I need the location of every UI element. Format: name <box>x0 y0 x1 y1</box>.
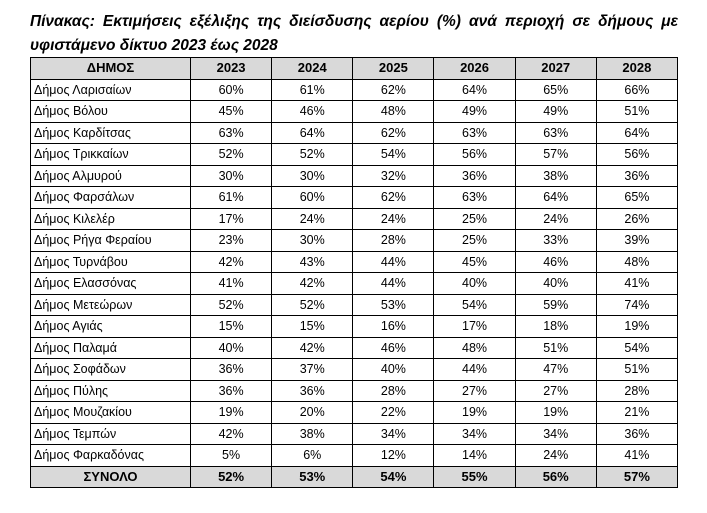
municipality-name-cell: Δήμος Καρδίτσας <box>31 122 191 144</box>
percentage-cell: 46% <box>353 337 434 359</box>
percentage-cell: 41% <box>596 445 677 467</box>
table-row <box>31 294 678 316</box>
table-caption <box>30 10 678 58</box>
municipality-name-cell: Δήμος Λαρισαίων <box>31 79 191 101</box>
percentage-cell: 45% <box>434 251 515 273</box>
percentage-cell: 42% <box>191 251 272 273</box>
table-row <box>31 273 678 295</box>
column-header-year: 2028 <box>596 58 677 80</box>
percentage-cell: 23% <box>191 230 272 252</box>
percentage-cell: 36% <box>272 380 353 402</box>
table-row <box>31 144 678 166</box>
percentage-cell: 53% <box>353 294 434 316</box>
percentage-cell: 46% <box>272 101 353 123</box>
percentage-cell: 52% <box>272 144 353 166</box>
percentage-cell: 36% <box>596 165 677 187</box>
percentage-cell: 40% <box>191 337 272 359</box>
total-percentage-cell: 56% <box>515 466 596 488</box>
percentage-cell: 32% <box>353 165 434 187</box>
percentage-cell: 59% <box>515 294 596 316</box>
percentage-cell: 54% <box>596 337 677 359</box>
percentage-cell: 22% <box>353 402 434 424</box>
percentage-cell: 52% <box>272 294 353 316</box>
table-row <box>31 445 678 467</box>
percentage-cell: 56% <box>434 144 515 166</box>
total-percentage-cell: 52% <box>191 466 272 488</box>
percentage-cell: 15% <box>191 316 272 338</box>
table-row <box>31 359 678 381</box>
percentage-cell: 64% <box>515 187 596 209</box>
table-row <box>31 316 678 338</box>
percentage-cell: 14% <box>434 445 515 467</box>
table-row <box>31 423 678 445</box>
table-row <box>31 337 678 359</box>
table-row <box>31 165 678 187</box>
percentage-cell: 60% <box>272 187 353 209</box>
percentage-cell: 47% <box>515 359 596 381</box>
percentage-cell: 62% <box>353 122 434 144</box>
municipality-name-cell: Δήμος Ελασσόνας <box>31 273 191 295</box>
column-header-year: 2025 <box>353 58 434 80</box>
municipality-name-cell: Δήμος Σοφάδων <box>31 359 191 381</box>
column-header-year: 2024 <box>272 58 353 80</box>
percentage-cell: 24% <box>353 208 434 230</box>
percentage-cell: 66% <box>596 79 677 101</box>
percentage-cell: 63% <box>434 187 515 209</box>
percentage-cell: 62% <box>353 79 434 101</box>
percentage-cell: 38% <box>515 165 596 187</box>
percentage-cell: 64% <box>434 79 515 101</box>
percentage-cell: 63% <box>191 122 272 144</box>
percentage-cell: 36% <box>191 380 272 402</box>
percentage-cell: 40% <box>515 273 596 295</box>
table-row <box>31 101 678 123</box>
percentage-cell: 28% <box>353 380 434 402</box>
percentage-cell: 40% <box>353 359 434 381</box>
percentage-cell: 30% <box>272 230 353 252</box>
table-row <box>31 380 678 402</box>
column-header-year: 2023 <box>191 58 272 80</box>
percentage-cell: 36% <box>434 165 515 187</box>
municipality-name-cell: Δήμος Πύλης <box>31 380 191 402</box>
percentage-cell: 17% <box>191 208 272 230</box>
percentage-cell: 36% <box>596 423 677 445</box>
percentage-cell: 25% <box>434 208 515 230</box>
caption-line-2: υφιστάμενο δίκτυο 2023 έως 2028 <box>30 37 278 54</box>
percentage-cell: 61% <box>191 187 272 209</box>
percentage-cell: 5% <box>191 445 272 467</box>
municipality-name-cell: Δήμος Κιλελέρ <box>31 208 191 230</box>
percentage-cell: 43% <box>272 251 353 273</box>
percentage-cell: 21% <box>596 402 677 424</box>
municipality-name-cell: Δήμος Βόλου <box>31 101 191 123</box>
percentage-cell: 28% <box>353 230 434 252</box>
percentage-cell: 42% <box>272 273 353 295</box>
percentage-cell: 18% <box>515 316 596 338</box>
total-percentage-cell: 53% <box>272 466 353 488</box>
column-header-year: 2027 <box>515 58 596 80</box>
percentage-cell: 37% <box>272 359 353 381</box>
percentage-cell: 12% <box>353 445 434 467</box>
total-label-cell: ΣΥΝΟΛΟ <box>31 466 191 488</box>
percentage-cell: 44% <box>353 251 434 273</box>
percentage-cell: 27% <box>515 380 596 402</box>
municipality-name-cell: Δήμος Αγιάς <box>31 316 191 338</box>
percentage-cell: 41% <box>596 273 677 295</box>
total-percentage-cell: 55% <box>434 466 515 488</box>
percentage-cell: 34% <box>353 423 434 445</box>
percentage-cell: 33% <box>515 230 596 252</box>
percentage-cell: 46% <box>515 251 596 273</box>
percentage-cell: 49% <box>515 101 596 123</box>
percentage-cell: 57% <box>515 144 596 166</box>
municipality-name-cell: Δήμος Μετεώρων <box>31 294 191 316</box>
percentage-cell: 65% <box>515 79 596 101</box>
table-row <box>31 402 678 424</box>
percentage-cell: 38% <box>272 423 353 445</box>
municipality-name-cell: Δήμος Φαρκαδόνας <box>31 445 191 467</box>
percentage-cell: 49% <box>434 101 515 123</box>
percentage-cell: 24% <box>272 208 353 230</box>
total-percentage-cell: 57% <box>596 466 677 488</box>
percentage-cell: 62% <box>353 187 434 209</box>
percentage-cell: 28% <box>596 380 677 402</box>
percentage-cell: 27% <box>434 380 515 402</box>
municipality-name-cell: Δήμος Παλαμά <box>31 337 191 359</box>
percentage-cell: 65% <box>596 187 677 209</box>
percentage-cell: 41% <box>191 273 272 295</box>
percentage-cell: 44% <box>353 273 434 295</box>
municipality-name-cell: Δήμος Τεμπών <box>31 423 191 445</box>
percentage-cell: 19% <box>434 402 515 424</box>
percentage-cell: 24% <box>515 208 596 230</box>
percentage-cell: 52% <box>191 294 272 316</box>
percentage-cell: 20% <box>272 402 353 424</box>
municipality-name-cell: Δήμος Τυρνάβου <box>31 251 191 273</box>
percentage-cell: 30% <box>272 165 353 187</box>
percentage-cell: 26% <box>596 208 677 230</box>
percentage-cell: 42% <box>272 337 353 359</box>
percentage-cell: 6% <box>272 445 353 467</box>
percentage-cell: 16% <box>353 316 434 338</box>
percentage-cell: 74% <box>596 294 677 316</box>
municipality-name-cell: Δήμος Φαρσάλων <box>31 187 191 209</box>
percentage-cell: 19% <box>515 402 596 424</box>
percentage-cell: 19% <box>191 402 272 424</box>
municipality-name-cell: Δήμος Ρήγα Φεραίου <box>31 230 191 252</box>
percentage-cell: 48% <box>353 101 434 123</box>
percentage-cell: 34% <box>434 423 515 445</box>
column-header-year: 2026 <box>434 58 515 80</box>
table-row <box>31 230 678 252</box>
percentage-cell: 48% <box>596 251 677 273</box>
table-row <box>31 251 678 273</box>
table-row <box>31 122 678 144</box>
percentage-cell: 56% <box>596 144 677 166</box>
percentage-cell: 51% <box>596 101 677 123</box>
percentage-cell: 63% <box>515 122 596 144</box>
percentage-cell: 19% <box>596 316 677 338</box>
municipality-name-cell: Δήμος Τρικκαίων <box>31 144 191 166</box>
table-row <box>31 79 678 101</box>
percentage-cell: 61% <box>272 79 353 101</box>
percentage-cell: 52% <box>191 144 272 166</box>
percentage-cell: 30% <box>191 165 272 187</box>
caption-line-1: Πίνακας: Εκτιμήσεις εξέλιξης της διείσδυσης αερίου (%) ανά περιοχή σε δήμους με <box>30 13 678 30</box>
percentage-cell: 36% <box>191 359 272 381</box>
percentage-cell: 51% <box>515 337 596 359</box>
percentage-cell: 64% <box>272 122 353 144</box>
percentage-cell: 44% <box>434 359 515 381</box>
percentage-cell: 60% <box>191 79 272 101</box>
percentage-cell: 51% <box>596 359 677 381</box>
table-row <box>31 187 678 209</box>
total-percentage-cell: 54% <box>353 466 434 488</box>
table-row <box>31 208 678 230</box>
percentage-cell: 24% <box>515 445 596 467</box>
total-row <box>31 466 678 488</box>
percentage-cell: 40% <box>434 273 515 295</box>
percentage-cell: 42% <box>191 423 272 445</box>
gas-penetration-table <box>30 57 678 488</box>
percentage-cell: 39% <box>596 230 677 252</box>
percentage-cell: 54% <box>353 144 434 166</box>
percentage-cell: 63% <box>434 122 515 144</box>
percentage-cell: 25% <box>434 230 515 252</box>
percentage-cell: 17% <box>434 316 515 338</box>
percentage-cell: 48% <box>434 337 515 359</box>
percentage-cell: 54% <box>434 294 515 316</box>
percentage-cell: 64% <box>596 122 677 144</box>
percentage-cell: 45% <box>191 101 272 123</box>
municipality-name-cell: Δήμος Μουζακίου <box>31 402 191 424</box>
percentage-cell: 34% <box>515 423 596 445</box>
municipality-name-cell: Δήμος Αλμυρού <box>31 165 191 187</box>
header-row <box>31 58 678 80</box>
percentage-cell: 15% <box>272 316 353 338</box>
column-header-municipality: ΔΗΜΟΣ <box>31 58 191 80</box>
